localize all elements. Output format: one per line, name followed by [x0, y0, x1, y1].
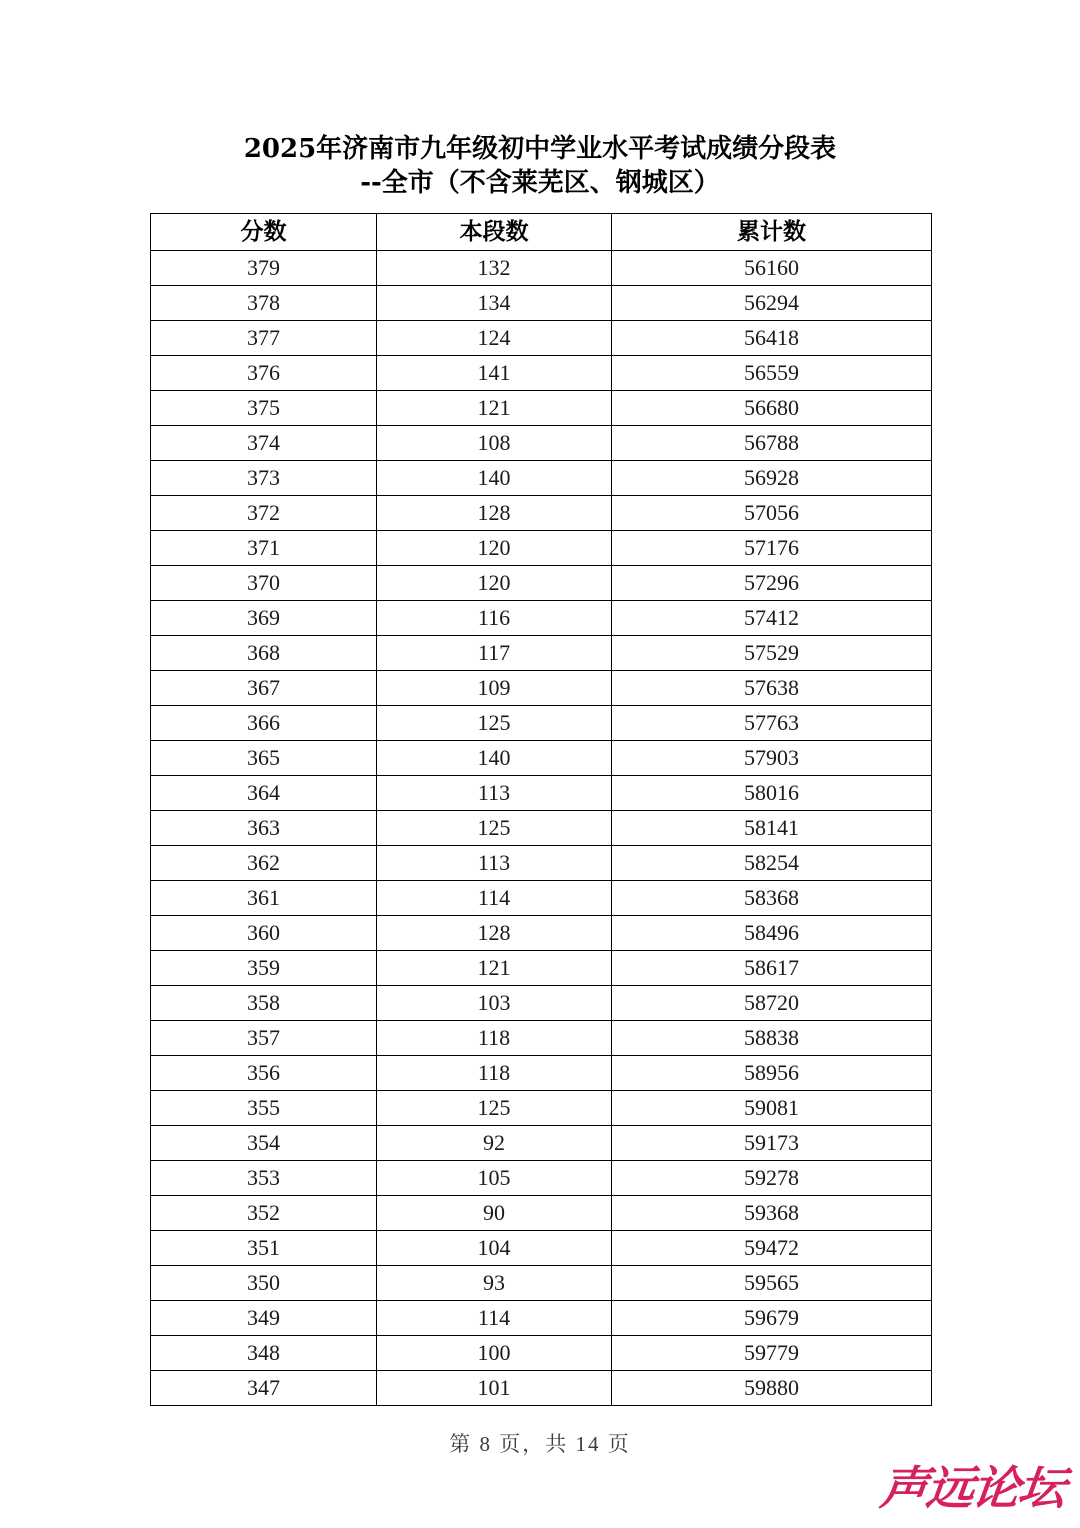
cell-cumulative: 57638 [612, 671, 932, 706]
table-row [151, 811, 932, 846]
cell-score: 352 [151, 1196, 377, 1231]
cell-cumulative: 59368 [612, 1196, 932, 1231]
table-row [151, 951, 932, 986]
table-row [151, 671, 932, 706]
page-subtitle: --全市（不含莱芜区、钢城区） [360, 168, 720, 198]
cell-score: 354 [151, 1126, 377, 1161]
cell-band-count: 141 [377, 356, 612, 391]
cell-band-count: 132 [377, 251, 612, 286]
forum-watermark-logo [869, 1452, 1074, 1524]
cell-cumulative: 56294 [612, 286, 932, 321]
cell-score: 366 [151, 706, 377, 741]
column-header-cumulative: 累计数 [612, 214, 932, 251]
cell-band-count: 93 [377, 1266, 612, 1301]
cell-band-count: 134 [377, 286, 612, 321]
cell-cumulative: 58141 [612, 811, 932, 846]
cell-score: 365 [151, 741, 377, 776]
cell-score: 375 [151, 391, 377, 426]
cell-band-count: 120 [377, 566, 612, 601]
table-row [151, 251, 932, 286]
table-header-row [151, 214, 932, 251]
cell-band-count: 109 [377, 671, 612, 706]
cell-band-count: 118 [377, 1056, 612, 1091]
cell-score: 372 [151, 496, 377, 531]
table-row [151, 1196, 932, 1231]
table-row [151, 1126, 932, 1161]
cell-band-count: 105 [377, 1161, 612, 1196]
cell-band-count: 104 [377, 1231, 612, 1266]
cell-cumulative: 57296 [612, 566, 932, 601]
column-header-band-count: 本段数 [377, 214, 612, 251]
table-row [151, 1161, 932, 1196]
table-row [151, 426, 932, 461]
cell-cumulative: 58838 [612, 1021, 932, 1056]
table-header [151, 214, 932, 251]
cell-band-count: 140 [377, 461, 612, 496]
score-table-container [150, 213, 931, 1406]
table-row [151, 846, 932, 881]
cell-score: 364 [151, 776, 377, 811]
cell-score: 379 [151, 251, 377, 286]
cell-band-count: 128 [377, 916, 612, 951]
cell-score: 350 [151, 1266, 377, 1301]
cell-cumulative: 59880 [612, 1371, 932, 1406]
cell-band-count: 117 [377, 636, 612, 671]
cell-band-count: 92 [377, 1126, 612, 1161]
table-row [151, 531, 932, 566]
cell-score: 351 [151, 1231, 377, 1266]
cell-cumulative: 57056 [612, 496, 932, 531]
cell-score: 347 [151, 1371, 377, 1406]
cell-cumulative: 59173 [612, 1126, 932, 1161]
table-row [151, 1056, 932, 1091]
cell-band-count: 90 [377, 1196, 612, 1231]
cell-score: 356 [151, 1056, 377, 1091]
cell-cumulative: 56788 [612, 426, 932, 461]
table-row [151, 706, 932, 741]
cell-band-count: 140 [377, 741, 612, 776]
cell-cumulative: 59278 [612, 1161, 932, 1196]
table-row [151, 601, 932, 636]
table-body [151, 251, 932, 1406]
cell-cumulative: 56418 [612, 321, 932, 356]
table-row [151, 916, 932, 951]
cell-cumulative: 58016 [612, 776, 932, 811]
table-row [151, 881, 932, 916]
table-row [151, 636, 932, 671]
cell-score: 362 [151, 846, 377, 881]
cell-cumulative: 59779 [612, 1336, 932, 1371]
cell-cumulative: 59679 [612, 1301, 932, 1336]
cell-cumulative: 57176 [612, 531, 932, 566]
cell-score: 378 [151, 286, 377, 321]
cell-score: 370 [151, 566, 377, 601]
table-row [151, 1231, 932, 1266]
cell-score: 371 [151, 531, 377, 566]
table-row [151, 286, 932, 321]
cell-cumulative: 59081 [612, 1091, 932, 1126]
cell-score: 363 [151, 811, 377, 846]
column-header-score: 分数 [151, 214, 377, 251]
cell-cumulative: 58720 [612, 986, 932, 1021]
title-block [0, 132, 1080, 200]
cell-cumulative: 58254 [612, 846, 932, 881]
cell-band-count: 125 [377, 811, 612, 846]
score-distribution-table [150, 213, 932, 1406]
cell-band-count: 128 [377, 496, 612, 531]
cell-band-count: 124 [377, 321, 612, 356]
table-row [151, 741, 932, 776]
cell-band-count: 114 [377, 1301, 612, 1336]
cell-band-count: 120 [377, 531, 612, 566]
cell-band-count: 121 [377, 391, 612, 426]
table-row [151, 356, 932, 391]
cell-cumulative: 56160 [612, 251, 932, 286]
cell-score: 377 [151, 321, 377, 356]
table-row [151, 1021, 932, 1056]
cell-cumulative: 57763 [612, 706, 932, 741]
cell-score: 357 [151, 1021, 377, 1056]
cell-band-count: 121 [377, 951, 612, 986]
cell-band-count: 118 [377, 1021, 612, 1056]
cell-cumulative: 58496 [612, 916, 932, 951]
cell-score: 367 [151, 671, 377, 706]
cell-score: 360 [151, 916, 377, 951]
cell-band-count: 108 [377, 426, 612, 461]
table-row [151, 496, 932, 531]
table-row [151, 321, 932, 356]
cell-cumulative: 57903 [612, 741, 932, 776]
cell-band-count: 113 [377, 776, 612, 811]
cell-score: 359 [151, 951, 377, 986]
table-row [151, 1266, 932, 1301]
cell-score: 373 [151, 461, 377, 496]
cell-band-count: 116 [377, 601, 612, 636]
cell-cumulative: 56559 [612, 356, 932, 391]
cell-score: 376 [151, 356, 377, 391]
cell-band-count: 113 [377, 846, 612, 881]
cell-band-count: 125 [377, 706, 612, 741]
table-row [151, 566, 932, 601]
cell-score: 374 [151, 426, 377, 461]
cell-score: 361 [151, 881, 377, 916]
cell-band-count: 100 [377, 1336, 612, 1371]
table-row [151, 461, 932, 496]
watermark-text: 声远论坛 [877, 1461, 1066, 1515]
cell-cumulative: 59565 [612, 1266, 932, 1301]
table-row [151, 1336, 932, 1371]
cell-score: 348 [151, 1336, 377, 1371]
cell-band-count: 114 [377, 881, 612, 916]
cell-score: 369 [151, 601, 377, 636]
table-row [151, 1301, 932, 1336]
page-footer: 第 8 页，共 14 页 [449, 1432, 631, 1456]
table-row [151, 1371, 932, 1406]
cell-band-count: 101 [377, 1371, 612, 1406]
cell-band-count: 125 [377, 1091, 612, 1126]
cell-cumulative: 56680 [612, 391, 932, 426]
cell-cumulative: 58368 [612, 881, 932, 916]
table-row [151, 776, 932, 811]
page-title: 2025年济南市九年级初中学业水平考试成绩分段表 [243, 134, 837, 164]
cell-cumulative: 57412 [612, 601, 932, 636]
cell-score: 368 [151, 636, 377, 671]
table-row [151, 986, 932, 1021]
cell-score: 353 [151, 1161, 377, 1196]
cell-score: 358 [151, 986, 377, 1021]
cell-cumulative: 56928 [612, 461, 932, 496]
cell-cumulative: 57529 [612, 636, 932, 671]
cell-score: 349 [151, 1301, 377, 1336]
cell-cumulative: 58617 [612, 951, 932, 986]
cell-band-count: 103 [377, 986, 612, 1021]
table-row [151, 1091, 932, 1126]
cell-cumulative: 58956 [612, 1056, 932, 1091]
cell-score: 355 [151, 1091, 377, 1126]
cell-cumulative: 59472 [612, 1231, 932, 1266]
table-row [151, 391, 932, 426]
